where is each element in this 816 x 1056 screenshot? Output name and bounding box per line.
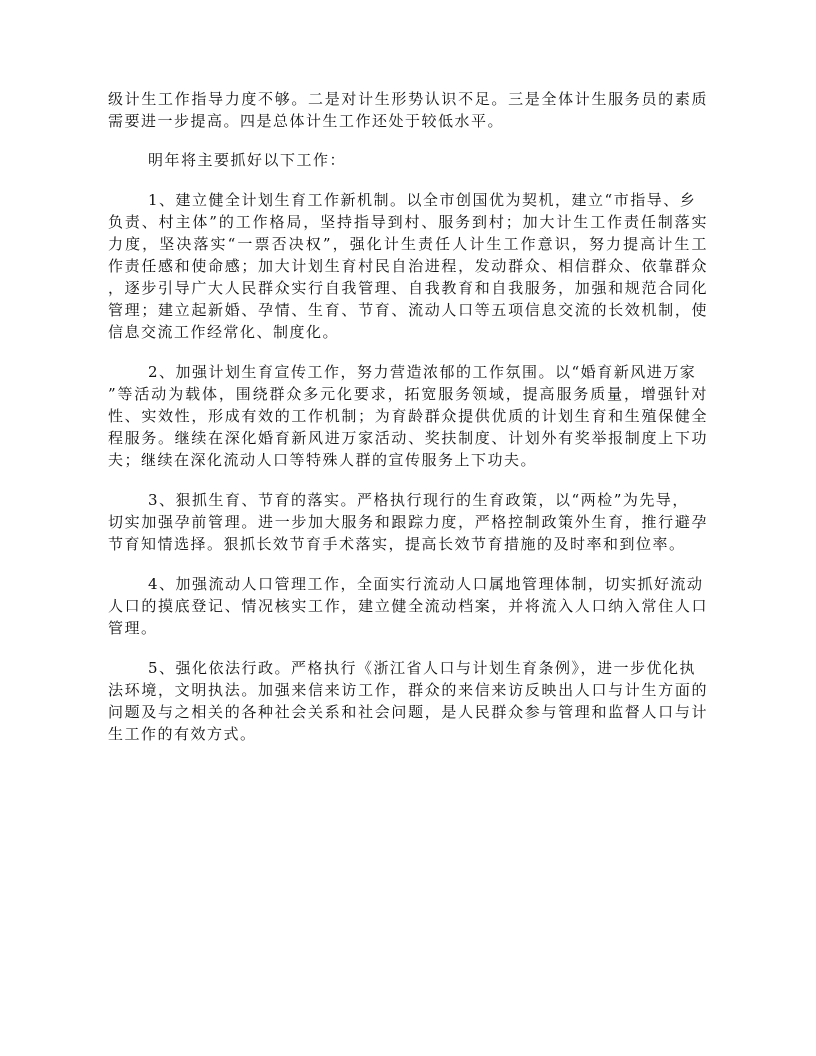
text-line: 问题及与之相关的各种社会关系和社会问题，是人民群众参与管理和监督人口与计 xyxy=(108,703,708,721)
work-item-2 xyxy=(108,361,708,471)
text-line: 人口的摸底登记、情况核实工作，建立健全流动档案，并将流入人口纳入常住人口 xyxy=(108,597,708,615)
text-line: 信息交流工作经常化、制度化。 xyxy=(108,323,340,341)
text-line: 级计生工作指导力度不够。二是对计生形势认识不足。三是全体计生服务员的素质 xyxy=(108,90,708,108)
work-item-1 xyxy=(108,189,708,343)
text-line: 管理；建立起新婚、孕情、生育、节育、流动人口等五项信息交流的长效机制，使 xyxy=(108,301,708,319)
document-page xyxy=(108,88,708,745)
text-line: 力度，坚决落实“一票否决权”，强化计生责任人计生工作意识，努力提高计生工 xyxy=(108,235,708,253)
text-line: 性、实效性，形成有效的工作机制；为育龄群众提供优质的计划生育和生殖保健全 xyxy=(108,407,708,425)
work-item-3 xyxy=(108,489,708,555)
text-line: 作责任感和使命感；加大计划生育村民自治进程，发动群众、相信群众、依靠群众 xyxy=(108,257,708,275)
text-line: 生工作的有效方式。 xyxy=(108,725,257,743)
text-line: 法环境，文明执法。加强来信来访工作，群众的来信来访反映出人口与计生方面的 xyxy=(108,681,708,699)
intro-paragraph xyxy=(108,88,708,132)
work-item-4 xyxy=(108,573,708,639)
text-line: ”等活动为载体，围绕群众多元化要求，拓宽服务领域，提高服务质量，增强针对 xyxy=(108,385,708,403)
text-line: 管理。 xyxy=(108,619,158,637)
text-line: 1、建立健全计划生育工作新机制。以全市创国优为契机，建立“市指导、乡 xyxy=(148,191,697,209)
text-line: 负责、村主体”的工作格局，坚持指导到村、服务到村；加大计生工作责任制落实 xyxy=(108,213,708,231)
text-line: 5、强化依法行政。严格执行《浙江省人口与计划生育条例》，进一步优化执 xyxy=(148,659,697,677)
text-line: 节育知情选择。狠抓长效节育手术落实，提高长效节育措施的及时率和到位率。 xyxy=(108,535,686,553)
text-line: ，逐步引导广大人民群众实行自我管理、自我教育和自我服务，加强和规范合同化 xyxy=(108,279,708,297)
text-line: 程服务。继续在深化婚育新风进万家活动、奖扶制度、计划外有奖举报制度上下功 xyxy=(108,429,708,447)
text-line: 3、狠抓生育、节育的落实。严格执行现行的生育政策，以“两检”为先导， xyxy=(148,491,689,509)
text-line: 夫；继续在深化流动人口等特殊人群的宣传服务上下功夫。 xyxy=(108,451,538,469)
work-item-5 xyxy=(108,657,708,745)
text-line: 2、加强计划生育宣传工作，努力营造浓郁的工作氛围。以“婚育新风进万家 xyxy=(148,363,697,381)
text-line: 切实加强孕前管理。进一步加大服务和跟踪力度，严格控制政策外生育，推行避孕 xyxy=(108,513,708,531)
text-line: 需要进一步提高。四是总体计生工作还处于较低水平。 xyxy=(108,112,505,130)
text-line: 4、加强流动人口管理工作，全面实行流动人口属地管理体制，切实抓好流动 xyxy=(148,575,704,593)
lead-sentence: 明年将主要抓好以下工作： xyxy=(148,151,347,169)
